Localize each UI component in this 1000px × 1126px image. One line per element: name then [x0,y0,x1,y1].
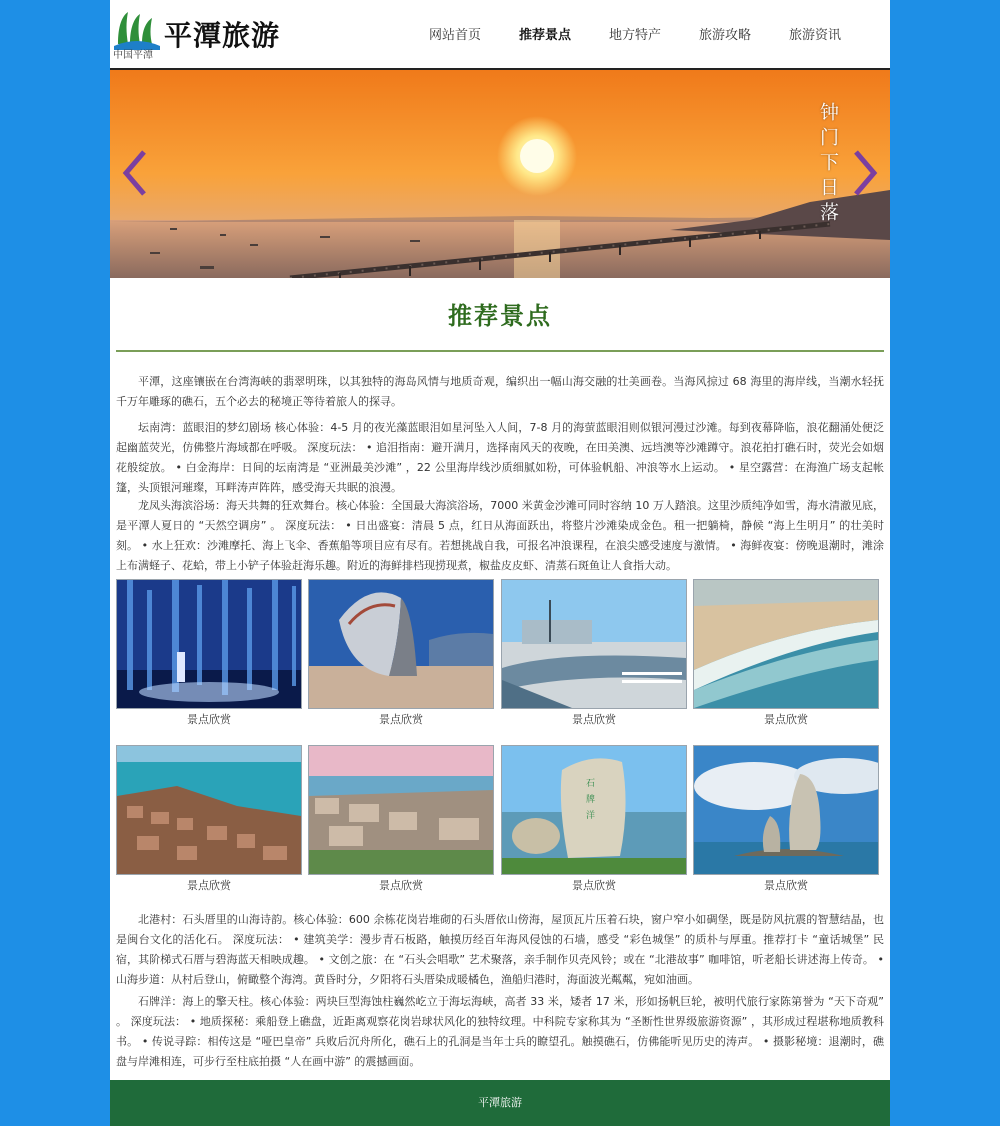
gallery-image [501,745,687,875]
svg-text:石: 石 [586,779,596,789]
banner-caption: 钟门下日落 [817,102,839,227]
page-title: 推荐景点 [448,302,552,330]
gallery-item[interactable] [693,579,879,727]
gallery-item[interactable] [501,579,687,727]
brand-title[interactable]: 平潭旅游 [164,19,281,52]
nav-item-news[interactable]: 旅游资讯 [789,28,842,43]
banner-prev-button[interactable] [120,148,150,198]
gallery-item[interactable] [308,579,494,727]
tannan-bay-paragraph: 坛南湾：蓝眼泪的梦幻剧场 核心体验：4-5 月的夜光藻蓝眼泪如星河坠入人间，7-8 月的海萤蓝眼泪则似银河漫过沙滩。每到夜幕降临，浪花翻涌处便泛起幽蓝荧光，仿佛整片海域都在呼吸。 深度玩法： • 追泪指南：避开满月，选择南风天的夜晚，在田美澳、远垱澳等沙滩蹲守。浪花拍打礁石时，荧光会如烟花般绽放。 • 白金海岸：日间的坛南湾是 “亚洲最美沙滩” ，22 公里海岸线沙质细腻如粉，可体验帆船、冲浪等水上运动。 • 星空露营：在海渔广场支起帐篷，头顶银河璀璨，耳畔涛声阵阵，感受海天共眠的浪漫。 [116,421,884,494]
chevron-right-icon [850,148,880,198]
gallery-caption: 景点欣赏 [572,713,616,726]
nav-item-attractions[interactable]: 推荐景点 [519,28,572,43]
beigang-village-paragraph: 北港村：石头厝里的山海诗韵。核心体验：600 余栋花岗岩堆砌的石头厝依山傍海，屋顶瓦片压着石块，窗户窄小如碉堡，既是防风抗震的智慧结晶，也是闽台文化的活化石。 深度玩法： • 建筑美学：漫步青石板路，触摸历经百年海风侵蚀的石墙，感受 “彩色城堡” 的质朴与厚重。推荐打卡 “童话城堡” 民宿，其阶梯式石厝与碧海蓝天相映成趣。 • 文创之旅：在 “石头会唱歌” 艺术聚落，亲手制作贝壳风铃；或在 “北港故事” 咖啡馆，听老船长讲述海上传奇。 • 山海步道：从村后登山，俯瞰整个海湾。黄昏时分，夕阳将石头厝染成暖橘色，渔船归港时，海面波光粼粼，宛如油画。 [116,913,884,986]
gallery-item[interactable] [501,745,687,893]
gallery-item[interactable] [693,745,879,893]
gallery-caption: 景点欣赏 [379,713,423,726]
nav-item-specialties[interactable]: 地方特产 [609,28,662,43]
title-divider [116,350,884,352]
gallery-item[interactable] [116,745,302,893]
gallery-image [116,745,302,875]
gallery-caption: 景点欣赏 [764,879,808,892]
site-header [110,0,890,70]
gallery-caption: 景点欣赏 [572,879,616,892]
gallery-image [308,579,494,709]
gallery-caption: 景点欣赏 [187,879,231,892]
gallery-image [501,579,687,709]
gallery-item[interactable] [308,745,494,893]
banner-next-button[interactable] [850,148,880,198]
nav-item-home[interactable]: 网站首页 [429,28,482,43]
sunset-bridge-image [110,70,890,278]
intro-paragraph: 平潭，这座镶嵌在台湾海峡的翡翠明珠，以其独特的海岛风情与地质奇观，编织出一幅山海交融的壮美画卷。当海风掠过 68 海里的海岸线，当潮水轻抚千万年雕琢的礁石，五个必去的秘境正等待着旅人的探寻。 [116,375,884,408]
hero-banner [110,70,890,278]
logo-caption: 中国平潭 [113,50,153,61]
gallery-image [693,745,879,875]
shipaiyang-paragraph: 石牌洋：海上的擎天柱。核心体验：两块巨型海蚀柱巍然屹立于海坛海峡，高者 33 米，矮者 17 米，形如扬帆巨轮，被明代旅行家陈第誉为 “天下奇观” 。 深度玩法： • 地质探秘：乘船登上礁盘，近距离观察花岗岩球状风化的独特纹理。中科院专家称其为 “圣断性世界级旅游资源” ，其形成过程堪称地质教科书。 • 传说寻踪：相传这是 “哑巴皇帝” 兵败后沉舟所化，礁石上的孔洞是当年士兵的瞭望孔。触摸礁石，仿佛能听见历史的涛声。 • 摄影秘境：退潮时，礁盘与岸滩相连，可步行至柱底拍摄 “人在画中游” 的震撼画面。 [116,995,884,1068]
gallery-caption: 景点欣赏 [379,879,423,892]
gallery-caption: 景点欣赏 [187,713,231,726]
main-nav [410,24,890,44]
page [110,0,890,1126]
gallery-image [116,579,302,709]
gallery-caption: 景点欣赏 [764,713,808,726]
chevron-left-icon [120,148,150,198]
nav-item-guides[interactable]: 旅游攻略 [699,28,752,43]
site-footer: 平潭旅游 [110,1080,890,1126]
gallery-item[interactable] [116,579,302,727]
svg-text:牌: 牌 [586,795,596,805]
gallery-image [308,745,494,875]
gallery-image [693,579,879,709]
longfengtou-paragraph: 龙凤头海滨浴场：海天共舞的狂欢舞台。核心体验：全国最大海滨浴场，7000 米黄金沙滩可同时容纳 10 万人踏浪。这里沙质纯净如雪，海水清澈见底，是平潭人夏日的 “天然空调房” 。 深度玩法： • 日出盛宴：清晨 5 点，红日从海面跃出，将整片沙滩染成金色。租一把躺椅，静候 “海上生明月” 的壮美时刻。 • 水上狂欢：沙滩摩托、海上飞伞、香蕉船等项目应有尽有。若想挑战自我，可报名冲浪课程，在浪尖感受速度与激情。 • 海鲜夜宴：傍晚退潮时，滩涂上布满蛏子、花蛤，带上小铲子体验赶海乐趣。附近的海鲜排档现捞现煮，椒盐皮皮虾、清蒸石斑鱼让人食指大动。 [116,499,884,572]
svg-text:洋: 洋 [586,811,596,821]
